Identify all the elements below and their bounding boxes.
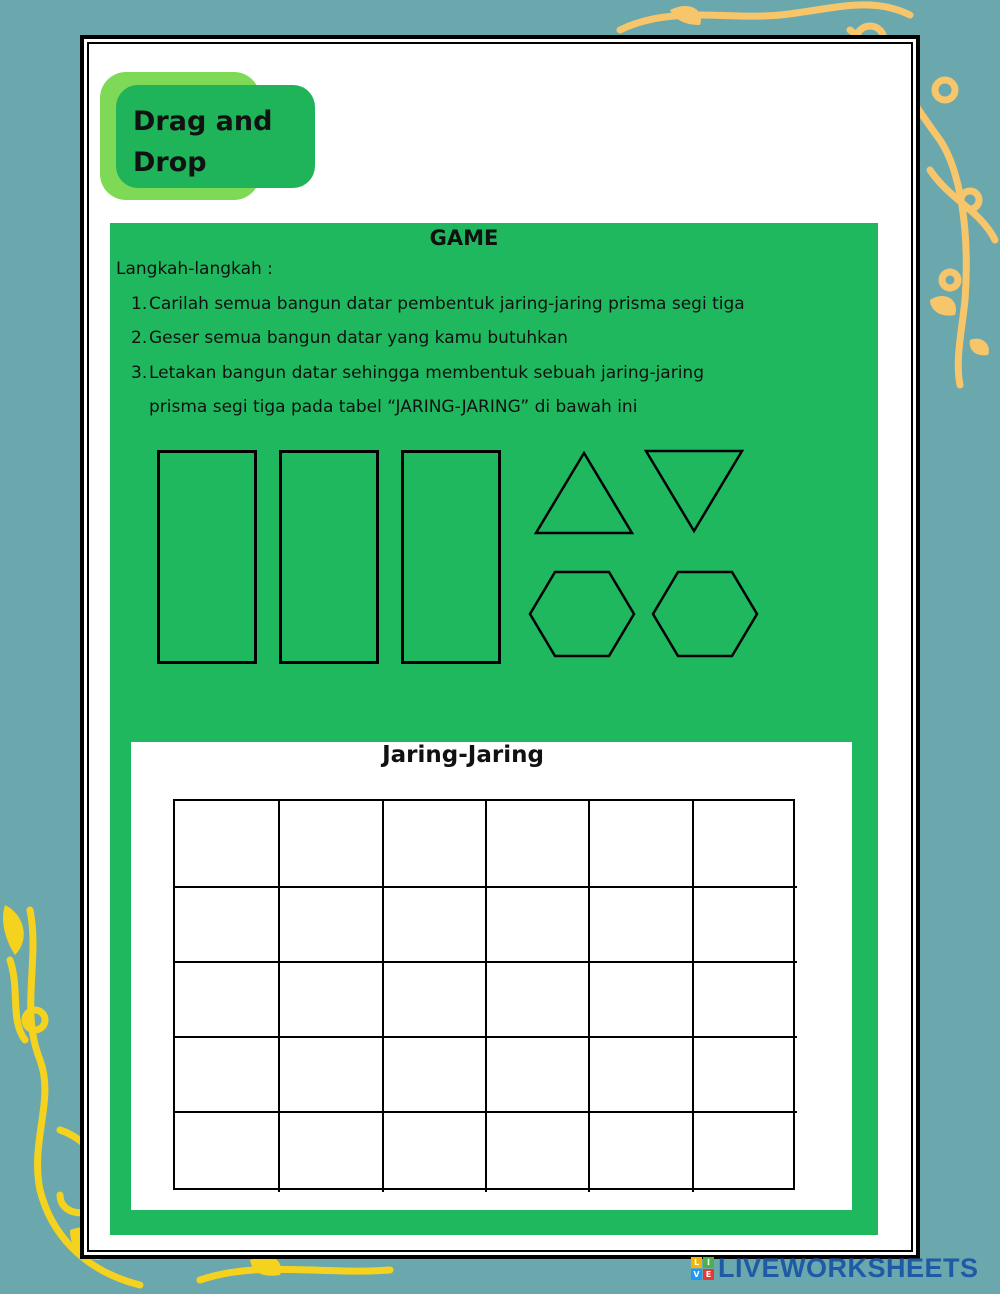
grid-cell[interactable]	[280, 888, 384, 963]
steps-label: Langkah-langkah :	[116, 259, 273, 279]
grid-cell[interactable]	[280, 963, 384, 1038]
grid-cell[interactable]	[487, 801, 590, 888]
grid-cell[interactable]	[175, 1038, 280, 1113]
grid-cell[interactable]	[487, 1038, 590, 1113]
hexagon-shape-1[interactable]	[527, 569, 637, 659]
step-text: Geser semua bangun datar yang kamu butuhkan	[149, 328, 568, 348]
grid-cell[interactable]	[384, 1038, 487, 1113]
grid-cell[interactable]	[590, 963, 694, 1038]
liveworksheets-brand	[691, 1252, 979, 1284]
grid-cell[interactable]	[590, 888, 694, 963]
grid-cell[interactable]	[175, 888, 280, 963]
grid-cell[interactable]	[384, 1113, 487, 1192]
logo-letter: E	[703, 1269, 714, 1280]
grid-cell[interactable]	[175, 963, 280, 1038]
grid-cell[interactable]	[384, 801, 487, 888]
grid-cell[interactable]	[487, 888, 590, 963]
grid-cell[interactable]	[694, 963, 797, 1038]
rectangle-shape-2[interactable]	[279, 450, 379, 664]
brand-text: LIVEWORKSHEETS	[718, 1252, 979, 1283]
grid-cell[interactable]	[694, 1113, 797, 1192]
jaring-drop-grid	[173, 799, 795, 1190]
logo-letter: V	[691, 1269, 702, 1280]
grid-cell[interactable]	[175, 801, 280, 888]
triangle-up-shape[interactable]	[532, 450, 636, 536]
step-continuation: prisma segi tiga pada tabel “JARING-JARING” di bawah ini	[149, 397, 638, 417]
grid-cell[interactable]	[384, 963, 487, 1038]
grid-cell[interactable]	[487, 963, 590, 1038]
triangle-down-shape[interactable]	[643, 448, 745, 534]
grid-cell[interactable]	[590, 1113, 694, 1192]
grid-cell[interactable]	[694, 1038, 797, 1113]
grid-cell[interactable]	[590, 801, 694, 888]
rectangle-shape-3[interactable]	[401, 450, 501, 664]
step-number: 3.	[131, 363, 148, 383]
step-item	[131, 321, 568, 355]
logo-letter: L	[691, 1257, 702, 1268]
step-item	[131, 287, 745, 321]
grid-cell[interactable]	[175, 1113, 280, 1192]
grid-cell[interactable]	[280, 1113, 384, 1192]
grid-cell[interactable]	[694, 801, 797, 888]
grid-cell[interactable]	[384, 888, 487, 963]
badge-label-line2: Drop	[133, 147, 207, 178]
jaring-title: Jaring-Jaring	[382, 742, 544, 768]
step-text: Letakan bangun datar sehingga membentuk sebuah jaring-jaring	[149, 363, 704, 383]
grid-cell[interactable]	[590, 1038, 694, 1113]
grid-cell[interactable]	[487, 1113, 590, 1192]
drag-and-drop-badge	[116, 85, 315, 188]
step-text: Carilah semua bangun datar pembentuk jaring-jaring prisma segi tiga	[149, 294, 745, 314]
badge-label-line1: Drag and	[133, 106, 273, 137]
grid-cell[interactable]	[280, 801, 384, 888]
step-number: 1.	[131, 294, 148, 314]
hexagon-shape-2[interactable]	[650, 569, 760, 659]
rectangle-shape-1[interactable]	[157, 450, 257, 664]
grid-cell[interactable]	[694, 888, 797, 963]
step-item	[131, 356, 704, 390]
logo-letter: I	[703, 1257, 714, 1268]
game-title: GAME	[429, 226, 499, 250]
step-number: 2.	[131, 328, 148, 348]
liveworksheets-logo-icon	[691, 1257, 714, 1280]
grid-cell[interactable]	[280, 1038, 384, 1113]
